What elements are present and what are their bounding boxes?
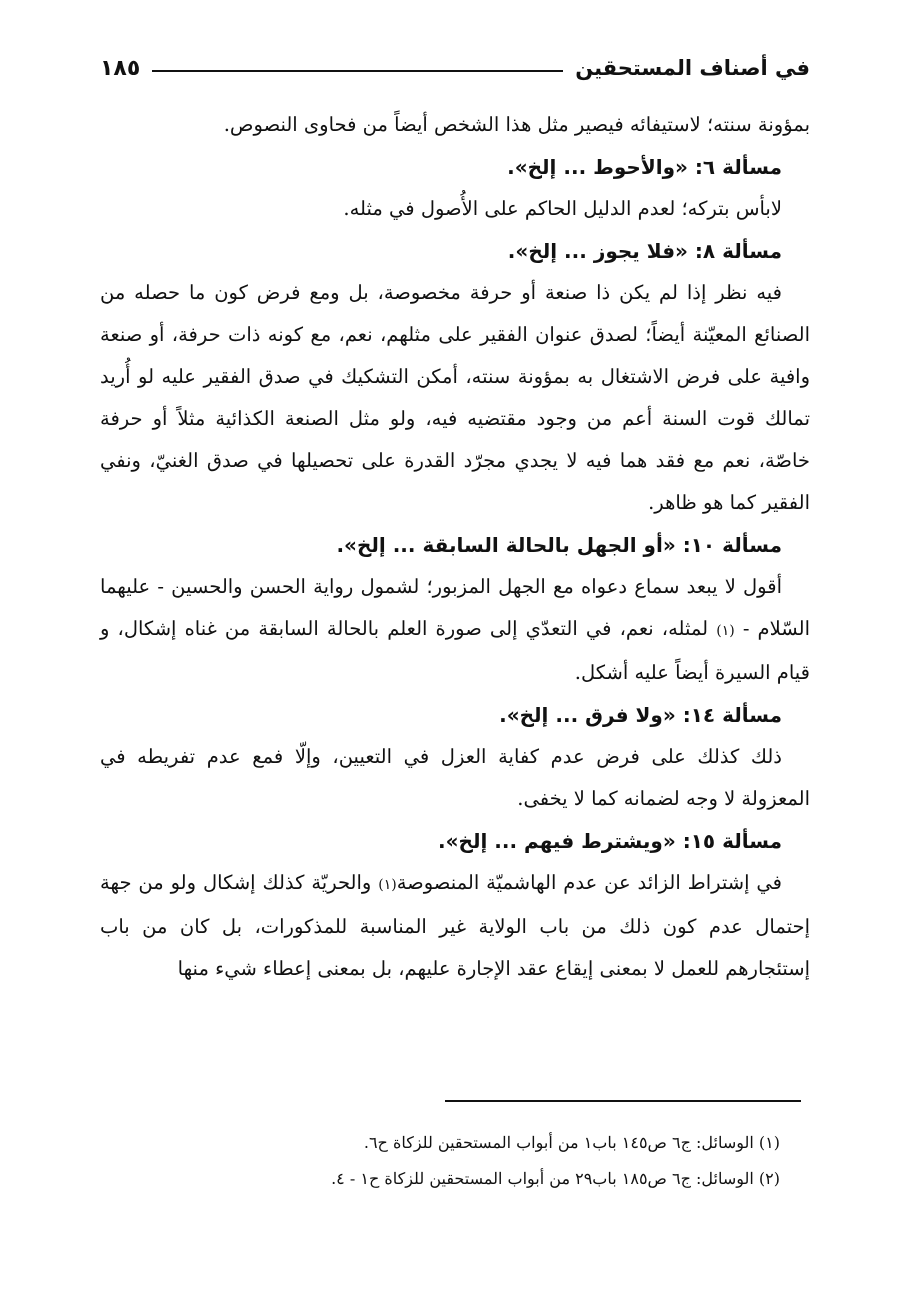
page-number: ١٨٥ — [100, 55, 141, 81]
paragraph-issue-6: لابأس بتركه؛ لعدم الدليل الحاكم على الأُصول في مثله. — [343, 197, 782, 220]
paragraph-issue-10 — [100, 566, 810, 694]
header-rule — [152, 70, 563, 72]
footnote-separator — [445, 1100, 801, 1102]
page-header — [100, 48, 810, 88]
footnote-2: (٢) الوسائل: ج٦ ص١٨٥ باب٢٩ من أبواب المستحقين للزكاة ح١ - ٤. — [331, 1169, 780, 1188]
footnote-reference-2: (١) — [378, 877, 397, 893]
paragraph-issue-15-part-2: والحريّة كذلك إشكال ولو من جهة إحتمال عدم كون ذلك من باب الولاية غير المناسبة للمذكورات، بل كان من باب إستئجارهم للعمل لا بمعنى إيقاع عقد الإجارة عليهم، بل بمعنى إعطاء شيء منها — [100, 871, 810, 980]
footnote-1: (١) الوسائل: ج٦ ص١٤٥ باب١ من أبواب المستحقين للزكاة ح٦. — [363, 1133, 780, 1152]
paragraph-issue-8: فيه نظر إذا لم يكن ذا صنعة أو حرفة مخصوصة، بل ومع فرض كون ما حصله من الصنائع المعيّنة أيضاً؛ لصدق عنوان الفقير على مثلهم، نعم، مع كونه ذات حرفة، أو صنعة وافية على فرض الاشتغال به بمؤونة سنته، أمكن التشكيك في صدق الفقير عليه لو أُريد تمالك قوت السنة أعم من وجود مقتضيه فيه، ولو مثل الصنعة الكذائية مثلاً أو حرفة خاصّة، نعم مع فقد هما فيه لا يجدي مجرّد القدرة على تحصيلها في صدق الغنيّ، ونفي الفقير كما هو ظاهر. — [100, 281, 810, 514]
paragraph-issue-15 — [100, 862, 810, 990]
footnote-reference-1: (١) — [716, 623, 735, 639]
issue-heading-10: مسألة ١٠: «أو الجهل بالحالة السابقة ... إلخ». — [336, 533, 782, 557]
issue-heading-8: مسألة ٨: «فلا يجوز ... إلخ». — [507, 239, 782, 263]
issue-heading-14: مسألة ١٤: «ولا فرق ... إلخ». — [499, 703, 782, 727]
paragraph-issue-14: ذلك كذلك على فرض عدم كفاية العزل في التعيين، وإلّا فمع عدم تفريطه في المعزولة لا وجه لضمانه كما لا يخفى. — [100, 745, 810, 810]
paragraph-issue-10-part-1: أقول لا يبعد سماع دعواه مع الجهل المزبور؛ لشمول رواية الحسن والحسين - عليهما السّلام - — [100, 575, 810, 640]
paragraph-issue-10-part-2: لمثله، نعم، في التعدّي إلى صورة العلم بالحالة السابقة من غناه إشكال، و قيام السيرة أيضاً عليه أشكل. — [100, 617, 810, 684]
page-body — [100, 104, 810, 990]
footnotes — [100, 1125, 780, 1197]
running-title: في أصناف المستحقين — [575, 56, 810, 80]
issue-heading-15: مسألة ١٥: «ويشترط فيهم ... إلخ». — [438, 829, 782, 853]
paragraph-issue-15-part-1: في إشتراط الزائد عن عدم الهاشميّة المنصوصة — [396, 871, 783, 894]
issue-heading-6: مسألة ٦: «والأحوط ... إلخ». — [507, 155, 782, 179]
paragraph-continuation: بمؤونة سنته؛ لاستيفائه فيصير مثل هذا الشخص أيضاً من فحاوى النصوص. — [223, 113, 810, 136]
